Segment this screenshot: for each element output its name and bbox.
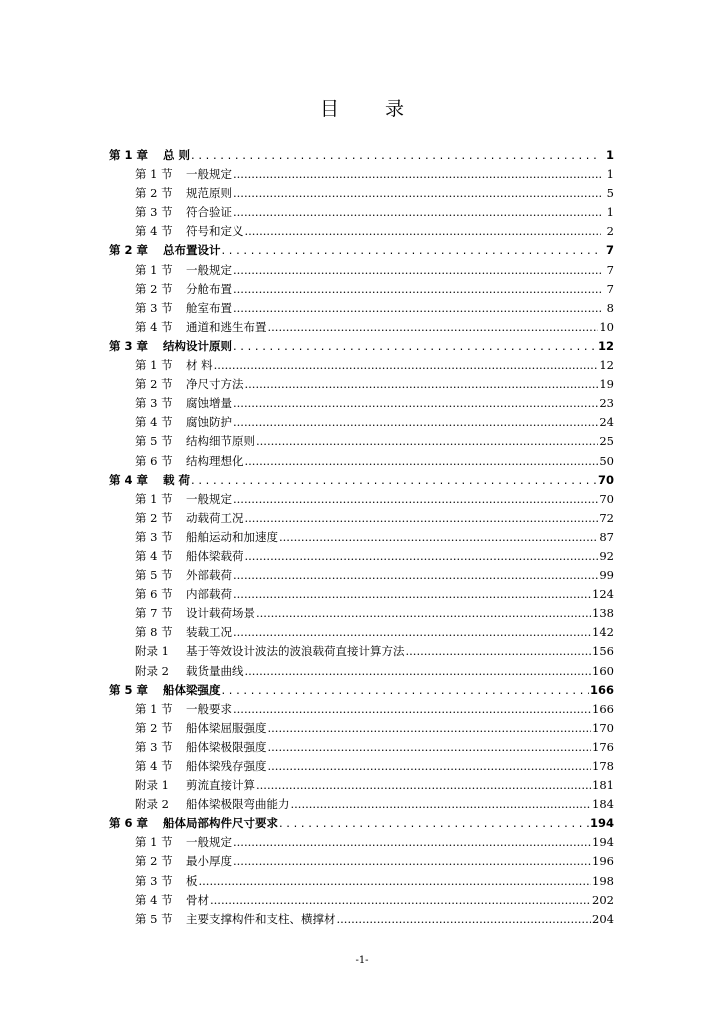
toc-entry-page: 7 (606, 281, 614, 296)
toc-entry-number: 第 4 节 (135, 759, 173, 773)
toc-entry-title: 净尺寸方法 (186, 377, 244, 392)
toc-leader-dots (210, 891, 591, 910)
toc-leader-dots (233, 203, 601, 222)
toc-entry-title: 结构细节原则 (186, 434, 255, 449)
toc-entry-number: 第 6 节 (135, 453, 173, 468)
toc-entry-number: 第 5 章 (109, 682, 149, 697)
toc-leader-dots (256, 432, 598, 451)
toc-leader-dots (233, 490, 598, 509)
toc-leader-dots (233, 280, 601, 299)
toc-entry-number: 第 5 节 (135, 434, 173, 449)
toc-entry-number: 第 2 节 (135, 854, 173, 869)
toc-chapter-entry[interactable] (109, 814, 614, 833)
toc-entry-page: 184 (592, 797, 614, 812)
toc-section-entry[interactable] (109, 662, 614, 681)
toc-section-entry[interactable] (109, 261, 614, 280)
toc-leader-dots (245, 452, 599, 471)
toc-leader-dots (256, 776, 591, 795)
toc-entry-page: 1 (606, 205, 614, 220)
toc-section-entry[interactable] (109, 642, 614, 661)
toc-entry-title: 船体梁残存强度 (186, 759, 267, 773)
toc-leader-dots (233, 337, 597, 356)
toc-entry-page: 124 (592, 587, 614, 602)
toc-entry-page: 5 (606, 186, 614, 201)
toc-entry-title: 通道和逃生布置 (186, 319, 267, 334)
toc-entry-page: 194 (589, 816, 614, 831)
toc-section-entry[interactable] (109, 833, 614, 852)
toc-leader-dots (245, 375, 599, 394)
toc-entry-title: 一般规定 (186, 491, 232, 506)
toc-entry-page: 198 (592, 873, 614, 888)
toc-entry-page: 156 (592, 644, 614, 659)
toc-entry-page: 7 (606, 262, 614, 277)
toc-entry-number: 第 7 节 (135, 606, 173, 621)
toc-leader-dots (233, 833, 591, 852)
toc-entry-page: 23 (599, 396, 614, 411)
toc-entry-title: 船舶运动和加速度 (186, 529, 278, 544)
toc-section-entry[interactable] (109, 623, 614, 642)
page-number: -1- (355, 955, 369, 966)
toc-section-entry[interactable] (109, 776, 614, 795)
toc-entry-title: 规范原则 (186, 186, 232, 201)
toc-entry-title: 最小厚度 (186, 854, 232, 869)
toc-leader-dots (337, 910, 592, 929)
toc-leader-dots (233, 261, 601, 280)
toc-leader-dots (279, 814, 589, 833)
toc-leader-dots (214, 356, 599, 375)
toc-entry-number: 第 4 节 (135, 224, 173, 239)
toc-entry-number: 第 2 节 (135, 281, 173, 296)
toc-section-entry[interactable] (109, 299, 614, 318)
toc-section-entry[interactable] (109, 452, 614, 471)
toc-entry-page: 50 (599, 453, 614, 468)
toc-entry-page: 25 (599, 434, 614, 449)
toc-section-entry[interactable] (109, 757, 614, 776)
toc-entry-page: 194 (592, 835, 614, 850)
toc-entry-number: 第 4 章 (109, 472, 149, 487)
toc-entry-number: 第 3 章 (109, 338, 149, 353)
toc-leader-dots (233, 623, 591, 642)
toc-section-entry[interactable] (109, 891, 614, 910)
toc-leader-dots (233, 299, 601, 318)
toc-entry-title: 总布置设计 (163, 243, 221, 258)
toc-entry-page: 87 (599, 529, 614, 544)
toc-entry-number: 第 1 节 (135, 835, 173, 850)
toc-chapter-entry[interactable] (109, 471, 614, 490)
toc-entry-number: 附录 2 (135, 663, 169, 678)
toc-section-entry[interactable] (109, 413, 614, 432)
toc-entry-page: 170 (592, 720, 614, 735)
toc-entry-number: 附录 1 (135, 778, 169, 793)
toc-entry-title: 板 (186, 873, 198, 888)
toc-entry-number: 第 1 节 (135, 358, 173, 373)
toc-entry-title: 船体局部构件尺寸要求 (163, 816, 278, 831)
toc-leader-dots (279, 528, 598, 547)
toc-entry-number: 附录 2 (135, 797, 169, 812)
toc-section-entry[interactable] (109, 604, 614, 623)
toc-entry-page: 10 (599, 319, 614, 334)
toc-entry-number: 第 5 节 (135, 911, 173, 926)
toc-entry-title: 船体梁强度 (163, 682, 221, 697)
toc-entry-title: 分舱布置 (186, 281, 232, 296)
toc-entry-number: 第 3 节 (135, 529, 173, 544)
toc-entry-page: 142 (592, 625, 614, 640)
toc-leader-dots (233, 413, 598, 432)
toc-chapter-entry[interactable] (109, 681, 614, 700)
toc-section-entry[interactable] (109, 852, 614, 871)
toc-entry-title: 载货量曲线 (186, 663, 244, 678)
toc-entry-title: 一般规定 (186, 167, 232, 182)
toc-entry-page: 138 (592, 606, 614, 621)
toc-entry-title: 结构设计原则 (163, 338, 232, 353)
toc-entry-number: 第 1 节 (135, 167, 173, 182)
toc-entry-number: 第 2 节 (135, 720, 173, 735)
toc-entry-title: 一般要求 (186, 701, 232, 716)
toc-entry-title: 腐蚀增量 (186, 396, 232, 411)
toc-entry-title: 符号和定义 (186, 224, 244, 239)
toc-section-entry[interactable] (109, 738, 614, 757)
toc-entry-title: 舱室布置 (186, 300, 232, 315)
toc-section-entry[interactable] (109, 910, 614, 929)
toc-entry-title: 船体梁极限强度 (186, 739, 267, 754)
toc-section-entry[interactable] (109, 184, 614, 203)
toc-entry-title: 设计载荷场景 (186, 606, 255, 621)
toc-entry-number: 第 1 节 (135, 701, 173, 716)
toc-entry-page: 70 (597, 472, 614, 487)
toc-section-entry[interactable] (109, 528, 614, 547)
toc-entry-number: 第 3 节 (135, 873, 173, 888)
toc-entry-number: 第 4 节 (135, 892, 173, 907)
toc-section-entry[interactable] (109, 700, 614, 719)
toc-entry-number: 第 8 节 (135, 625, 173, 640)
toc-section-entry[interactable] (109, 585, 614, 604)
toc-leader-dots (233, 585, 591, 604)
toc-entry-page: 196 (592, 854, 614, 869)
toc-entry-title: 剪流直接计算 (186, 778, 255, 793)
toc-leader-dots (191, 146, 601, 165)
toc-entry-title: 外部载荷 (186, 568, 232, 583)
toc-entry-title: 材 料 (186, 358, 213, 373)
toc-leader-dots (245, 222, 602, 241)
toc-section-entry[interactable] (109, 280, 614, 299)
toc-entry-page: 166 (592, 701, 614, 716)
toc-leader-dots (268, 738, 592, 757)
toc-entry-page: 70 (599, 491, 614, 506)
toc-entry-title: 一般规定 (186, 835, 232, 850)
toc-section-entry[interactable] (109, 356, 614, 375)
toc-entry-number: 第 2 节 (135, 377, 173, 392)
toc-entry-page: 166 (589, 682, 614, 697)
page-title: 目 录 (319, 98, 425, 120)
toc-section-entry[interactable] (109, 547, 614, 566)
toc-entry-page: 176 (592, 739, 614, 754)
toc-entry-page: 202 (592, 892, 614, 907)
toc-entry-number: 附录 1 (135, 644, 169, 659)
toc-entry-page: 178 (592, 759, 614, 773)
toc-entry-page: 1 (605, 148, 614, 162)
toc-section-entry[interactable] (109, 509, 614, 528)
toc-entry-page: 181 (592, 778, 614, 793)
toc-section-entry[interactable] (109, 203, 614, 222)
toc-entry-number: 第 3 节 (135, 739, 173, 754)
toc-entry-page: 7 (605, 243, 614, 258)
toc-chapter-entry[interactable] (109, 337, 614, 356)
toc-section-entry[interactable] (109, 375, 614, 394)
toc-entry-number: 第 2 章 (109, 243, 149, 258)
toc-entry-number: 第 1 节 (135, 262, 173, 277)
toc-leader-dots (268, 719, 592, 738)
toc-leader-dots (245, 662, 592, 681)
toc-entry-number: 第 1 节 (135, 491, 173, 506)
toc-leader-dots (222, 681, 589, 700)
toc-section-entry[interactable] (109, 719, 614, 738)
toc-entry-title: 主要支撑构件和支柱、横撑材 (186, 911, 336, 926)
toc-entry-page: 8 (606, 300, 614, 315)
toc-entry-number: 第 2 节 (135, 186, 173, 201)
toc-entry-page: 12 (599, 358, 614, 373)
toc-leader-dots (222, 241, 602, 260)
toc-entry-title: 装载工况 (186, 625, 232, 640)
toc-leader-dots (199, 872, 592, 891)
toc-entry-page: 12 (597, 338, 614, 353)
toc-leader-dots (233, 700, 591, 719)
toc-entry-title: 船体梁载荷 (186, 548, 244, 563)
toc-entry-number: 第 3 节 (135, 300, 173, 315)
toc-entry-number: 第 4 节 (135, 415, 173, 430)
toc-section-entry[interactable] (109, 165, 614, 184)
toc-entry-title: 船体梁极限弯曲能力 (186, 797, 290, 812)
toc-entry-page: 204 (592, 911, 614, 926)
toc-leader-dots (233, 184, 601, 203)
toc-leader-dots (233, 394, 598, 413)
toc-section-entry[interactable] (109, 490, 614, 509)
toc-entry-number: 第 4 节 (135, 548, 173, 563)
toc-entry-title: 内部载荷 (186, 587, 232, 602)
toc-section-entry[interactable] (109, 872, 614, 891)
toc-section-entry[interactable] (109, 432, 614, 451)
toc-entry-page: 160 (592, 663, 614, 678)
toc-entry-number: 第 2 节 (135, 510, 173, 525)
toc-leader-dots (191, 471, 597, 490)
toc-entry-title: 基于等效设计波法的波浪载荷直接计算方法 (186, 644, 405, 659)
toc-leader-dots (256, 604, 591, 623)
toc-leader-dots (268, 757, 592, 776)
toc-leader-dots (268, 318, 599, 337)
toc-entry-page: 99 (599, 568, 614, 583)
toc-entry-page: 1 (606, 167, 614, 182)
toc-leader-dots (233, 165, 601, 184)
toc-leader-dots (245, 547, 599, 566)
toc-entry-page: 2 (606, 224, 614, 239)
toc-entry-number: 第 3 节 (135, 205, 173, 220)
toc-chapter-entry[interactable] (109, 241, 614, 260)
toc-entry-title: 载 荷 (163, 472, 191, 487)
toc-leader-dots (245, 509, 599, 528)
toc-entry-title: 船体梁屈服强度 (186, 720, 267, 735)
toc-entry-number: 第 6 节 (135, 587, 173, 602)
toc-section-entry[interactable] (109, 566, 614, 585)
toc-leader-dots (233, 852, 591, 871)
toc-entry-number: 第 1 章 (109, 148, 149, 162)
toc-chapter-entry[interactable] (109, 146, 614, 165)
toc-entry-number: 第 6 章 (109, 816, 149, 831)
toc-section-entry[interactable] (109, 795, 614, 814)
toc-leader-dots (406, 642, 592, 661)
toc-leader-dots (291, 795, 592, 814)
toc-entry-title: 动载荷工况 (186, 510, 244, 525)
toc-entry-page: 72 (599, 510, 614, 525)
toc-section-entry[interactable] (109, 394, 614, 413)
toc-entry-title: 骨材 (186, 892, 209, 907)
toc-entry-title: 一般规定 (186, 262, 232, 277)
toc-leader-dots (233, 566, 598, 585)
toc-entry-number: 第 3 节 (135, 396, 173, 411)
toc-entry-title: 总 则 (163, 148, 191, 162)
toc-section-entry[interactable] (109, 222, 614, 241)
toc-entry-title: 结构理想化 (186, 453, 244, 468)
toc-entry-number: 第 5 节 (135, 568, 173, 583)
toc-entry-number: 第 4 节 (135, 319, 173, 334)
toc-entry-title: 腐蚀防护 (186, 415, 232, 430)
toc-entry-page: 92 (599, 548, 614, 563)
toc-entry-title: 符合验证 (186, 205, 232, 220)
toc-entry-page: 24 (599, 415, 614, 430)
table-of-contents (109, 146, 614, 929)
toc-entry-page: 19 (599, 377, 614, 392)
toc-section-entry[interactable] (109, 318, 614, 337)
